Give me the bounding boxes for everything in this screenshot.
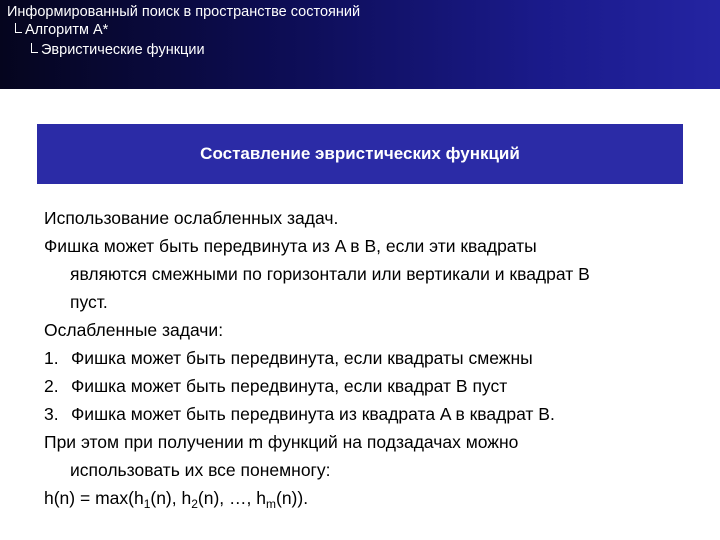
list-item-text: Фишка может быть передвинута, если квадрат B пуст xyxy=(71,376,508,396)
list-item xyxy=(44,400,684,428)
tree-corner-icon xyxy=(15,23,22,33)
formula-subscript: m xyxy=(266,497,276,511)
list-item xyxy=(44,344,684,372)
breadcrumb-level-2-label: Алгоритм A* xyxy=(25,22,109,38)
slide-title: Составление эвристических функций xyxy=(200,144,520,163)
list-item-text: Фишка может быть передвинута из квадрата A в квадрат B. xyxy=(71,404,555,424)
body-line-continuation: являются смежными по горизонтали или вертикали и квадрат B xyxy=(70,264,590,284)
slide-header xyxy=(0,0,720,89)
formula-part: (n), h xyxy=(150,488,192,508)
body-line: Фишка может быть передвинута из A в B, если эти квадраты xyxy=(44,236,537,256)
formula-part: (n)). xyxy=(276,488,309,508)
list-item-number: 3. xyxy=(44,404,59,424)
slide-body xyxy=(44,204,684,512)
formula-part: (n), …, h xyxy=(197,488,266,508)
list-item-number: 2. xyxy=(44,376,59,396)
tree-corner-icon xyxy=(31,43,38,53)
formula-subscript: 2 xyxy=(191,497,198,511)
breadcrumb-level-3-label: Эвристические функции xyxy=(41,42,205,58)
body-line: Ослабленные задачи: xyxy=(44,320,224,340)
formula-subscript: 1 xyxy=(143,497,151,511)
body-line-continuation: пуст. xyxy=(70,292,108,312)
slide-title-box xyxy=(37,124,683,184)
breadcrumb-level-1: Информированный поиск в пространстве состояний xyxy=(7,4,361,20)
formula xyxy=(44,484,684,512)
body-line: При этом при получении m функций на подзадачах можно xyxy=(44,432,519,452)
list-item-text: Фишка может быть передвинута, если квадраты смежны xyxy=(71,348,533,368)
list-item xyxy=(44,372,684,400)
breadcrumb-level-2 xyxy=(15,22,108,39)
breadcrumb-level-3 xyxy=(31,42,205,59)
formula-part: h(n) = max(h xyxy=(44,488,144,508)
list-item-number: 1. xyxy=(44,348,59,368)
body-line-continuation: использовать их все понемногу: xyxy=(70,460,331,480)
body-line: Использование ослабленных задач. xyxy=(44,208,339,228)
